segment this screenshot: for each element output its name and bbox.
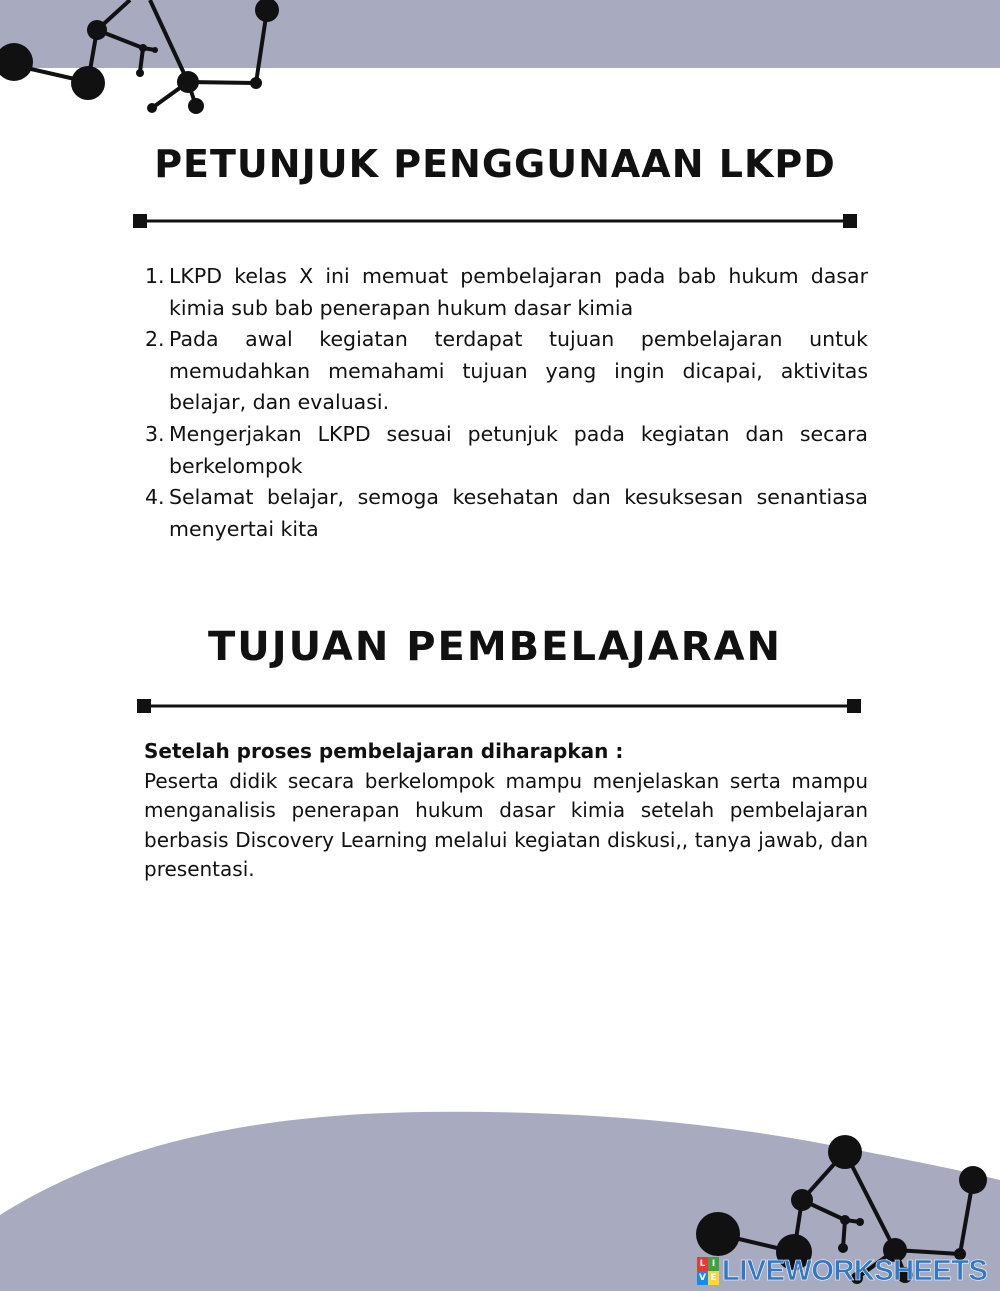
goals-text: Peserta didik secara berkelompok mampu menjelaskan serta mampu menganalisis penerapan hukum dasar kimia setelah pembelajaran berbasis Discovery Learning melalui kegiatan diskusi,, tanya jawab, dan presentasi. xyxy=(144,768,868,881)
liveworksheets-logo-text: LIVEWORKSHEETS xyxy=(722,1254,988,1287)
list-item xyxy=(145,482,868,545)
learning-goals xyxy=(144,737,868,885)
instructions-title: PETUNJUK PENGGUNAAN LKPD xyxy=(154,142,836,186)
divider-line xyxy=(134,695,864,717)
liveworksheets-watermark xyxy=(697,1255,987,1287)
list-item xyxy=(145,419,868,482)
goals-title: TUJUAN PEMBELAJARAN xyxy=(207,624,783,670)
instructions-list xyxy=(145,261,868,545)
list-item xyxy=(145,261,868,324)
badge-letter: I xyxy=(708,1257,719,1271)
badge-letter: V xyxy=(697,1271,708,1285)
list-item-number: 2. xyxy=(145,327,165,352)
list-item-number: 3. xyxy=(145,421,165,446)
list-item-text: Mengerjakan LKPD sesuai petunjuk pada kegiatan dan secara berkelompok xyxy=(169,421,868,478)
list-item-text: Pada awal kegiatan terdapat tujuan pembelajaran untuk memudahkan memahami tujuan yang ingin dicapai, aktivitas belajar, dan evaluasi. xyxy=(169,327,868,415)
list-item-text: Selamat belajar, semoga kesehatan dan kesuksesan senantiasa menyertai kita xyxy=(169,485,868,541)
goals-lead: Setelah proses pembelajaran diharapkan : xyxy=(144,739,624,763)
molecule-decoration-top-left xyxy=(0,0,300,125)
liveworksheets-logo-badge xyxy=(697,1257,719,1285)
badge-letter: L xyxy=(697,1257,708,1271)
list-item-number: 4. xyxy=(145,485,165,510)
list-item xyxy=(145,324,868,419)
divider-line xyxy=(130,210,860,232)
list-item-number: 1. xyxy=(145,264,165,288)
list-item-text: LKPD kelas X ini memuat pembelajaran pada bab hukum dasar kimia sub bab penerapan hukum dasar kimia xyxy=(169,264,868,320)
badge-letter: E xyxy=(708,1271,719,1285)
